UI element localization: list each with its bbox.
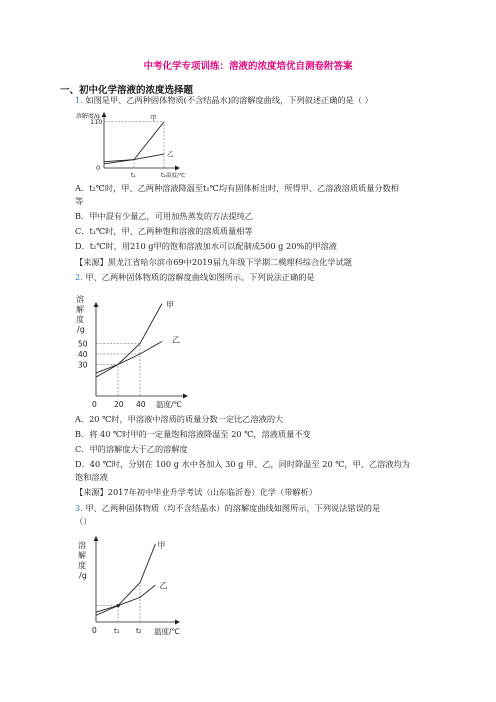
question-2-option-d-cont: 饱和溶液 (75, 472, 108, 482)
x-tick-label: 0 (92, 400, 97, 409)
y-axis-label-char: 解 (78, 551, 86, 560)
question-2-option-c: C．甲的溶解度大于乙的溶解度 (75, 444, 188, 454)
question-2-number: 2. (75, 272, 83, 282)
question-3-number: 3. (75, 503, 83, 513)
y-axis-label-char: 解 (76, 305, 84, 314)
x-tick-label: t₁ (114, 627, 120, 635)
question-1-option-d: D．t₂℃时，用210 g甲的饱和溶液加水可以配制成500 g 20%的甲溶液 (75, 241, 337, 251)
x-tick-label: 20 (114, 400, 124, 409)
question-2-chart (74, 292, 204, 412)
question-2-option-d: D．40 ℃时，分别在 100 g 水中各加入 30 g 甲、乙，同时降温至 20 ℃，甲、乙溶液均为 (75, 459, 410, 469)
y-tick-label: 110 (90, 117, 103, 126)
question-2-source: 【来源】2017年初中毕业升学考试（山东临沂卷）化学（带解析） (75, 487, 317, 497)
page-title: 中考化学专项训练：溶液的浓度培优自测卷附答案 (143, 61, 353, 72)
x-axis-arrow (183, 394, 188, 399)
question-2-option-a: A．20 ℃时，甲溶液中溶质的质量分数一定比乙溶液的大 (75, 414, 284, 424)
x-axis-arrow (175, 620, 180, 625)
y-tick-label: 0 (96, 164, 101, 172)
question-1-option-a-cont: 等 (75, 196, 84, 206)
question-1-option-a: A．t₂℃时，甲、乙两种溶液降温至t₁℃均有固体析出时，所得甲、乙溶液溶质质量分数相 (75, 183, 399, 193)
y-axis-label-unit: /g (79, 571, 87, 580)
x-axis-arrow (175, 166, 180, 171)
question-3-chart (76, 534, 216, 642)
x-axis-label: 温度/℃ (166, 173, 186, 179)
y-tick-label: 30 (78, 360, 88, 370)
x-tick-label: t₂ (161, 172, 166, 179)
question-2-text: 甲、乙两种固体物质的溶解度曲线如图所示。下列说法正确的是 (85, 272, 315, 282)
question-3-stem-cont: （） (75, 516, 92, 526)
series-line-jia (96, 304, 162, 378)
question-1-source: 【来源】黑龙江省哈尔滨市69中2019届九年级下学期二模理科综合化学试题 (75, 257, 352, 267)
series-label-jia: 甲 (157, 541, 166, 551)
y-tick-label: 40 (78, 350, 88, 359)
x-axis-label: 温度/℃ (156, 400, 182, 409)
y-axis-label-unit: /g (77, 325, 85, 334)
question-1-number: 1. (75, 95, 83, 105)
y-axis-label-char: 溶 (76, 295, 84, 304)
y-axis-label: 溶解度/g (76, 113, 100, 120)
y-axis-arrow (102, 112, 107, 117)
question-3-stem (75, 503, 380, 514)
question-1-chart (76, 110, 196, 182)
question-2-option-b: B．将 40 ℃时甲的一定量饱和溶液降温至 20 ℃，溶液质量不变 (75, 429, 311, 439)
y-axis-label-char: 度 (76, 315, 84, 324)
y-axis-label-char: 度 (78, 561, 86, 570)
series-label-jia: 甲 (166, 300, 174, 310)
y-axis-arrow (94, 302, 99, 307)
x-tick-label: t₂ (136, 627, 142, 635)
y-tick-label: 50 (78, 339, 88, 349)
question-3-text: 甲、乙两种固体物质（均不含结晶水）的溶解度曲线如图所示，下列说法错误的是 (85, 503, 381, 513)
y-axis-label-char: 溶 (78, 541, 86, 550)
series-label-yi: 乙 (167, 150, 174, 159)
question-1-option-b: B．甲中混有少量乙，可用加热蒸发的方法提纯乙 (75, 211, 253, 221)
x-tick-label: 0 (92, 626, 97, 635)
series-label-jia: 甲 (150, 113, 157, 122)
section-heading: 一、初中化学溶液的浓度选择题 (60, 85, 194, 96)
series-label-yi: 乙 (159, 581, 168, 591)
x-axis-label: 温度/℃ (154, 627, 180, 636)
series-line-yi (96, 341, 162, 373)
question-1-stem (75, 95, 373, 106)
question-1-option-c: C．t₁℃时，甲、乙两种饱和溶液的溶质质量相等 (75, 226, 253, 236)
series-line-jia (96, 544, 155, 615)
series-line-jia (104, 122, 164, 164)
series-label-yi: 乙 (172, 335, 180, 345)
series-line-yi (96, 585, 155, 612)
question-1-text: 如图是甲、乙两种固体物质(不含结晶水)的溶解度曲线，下列叙述正确的是（ ） (85, 95, 373, 105)
question-2-stem (75, 272, 315, 283)
y-axis-arrow (94, 536, 99, 541)
x-tick-label: t₁ (131, 172, 136, 179)
x-tick-label: 40 (136, 400, 146, 409)
